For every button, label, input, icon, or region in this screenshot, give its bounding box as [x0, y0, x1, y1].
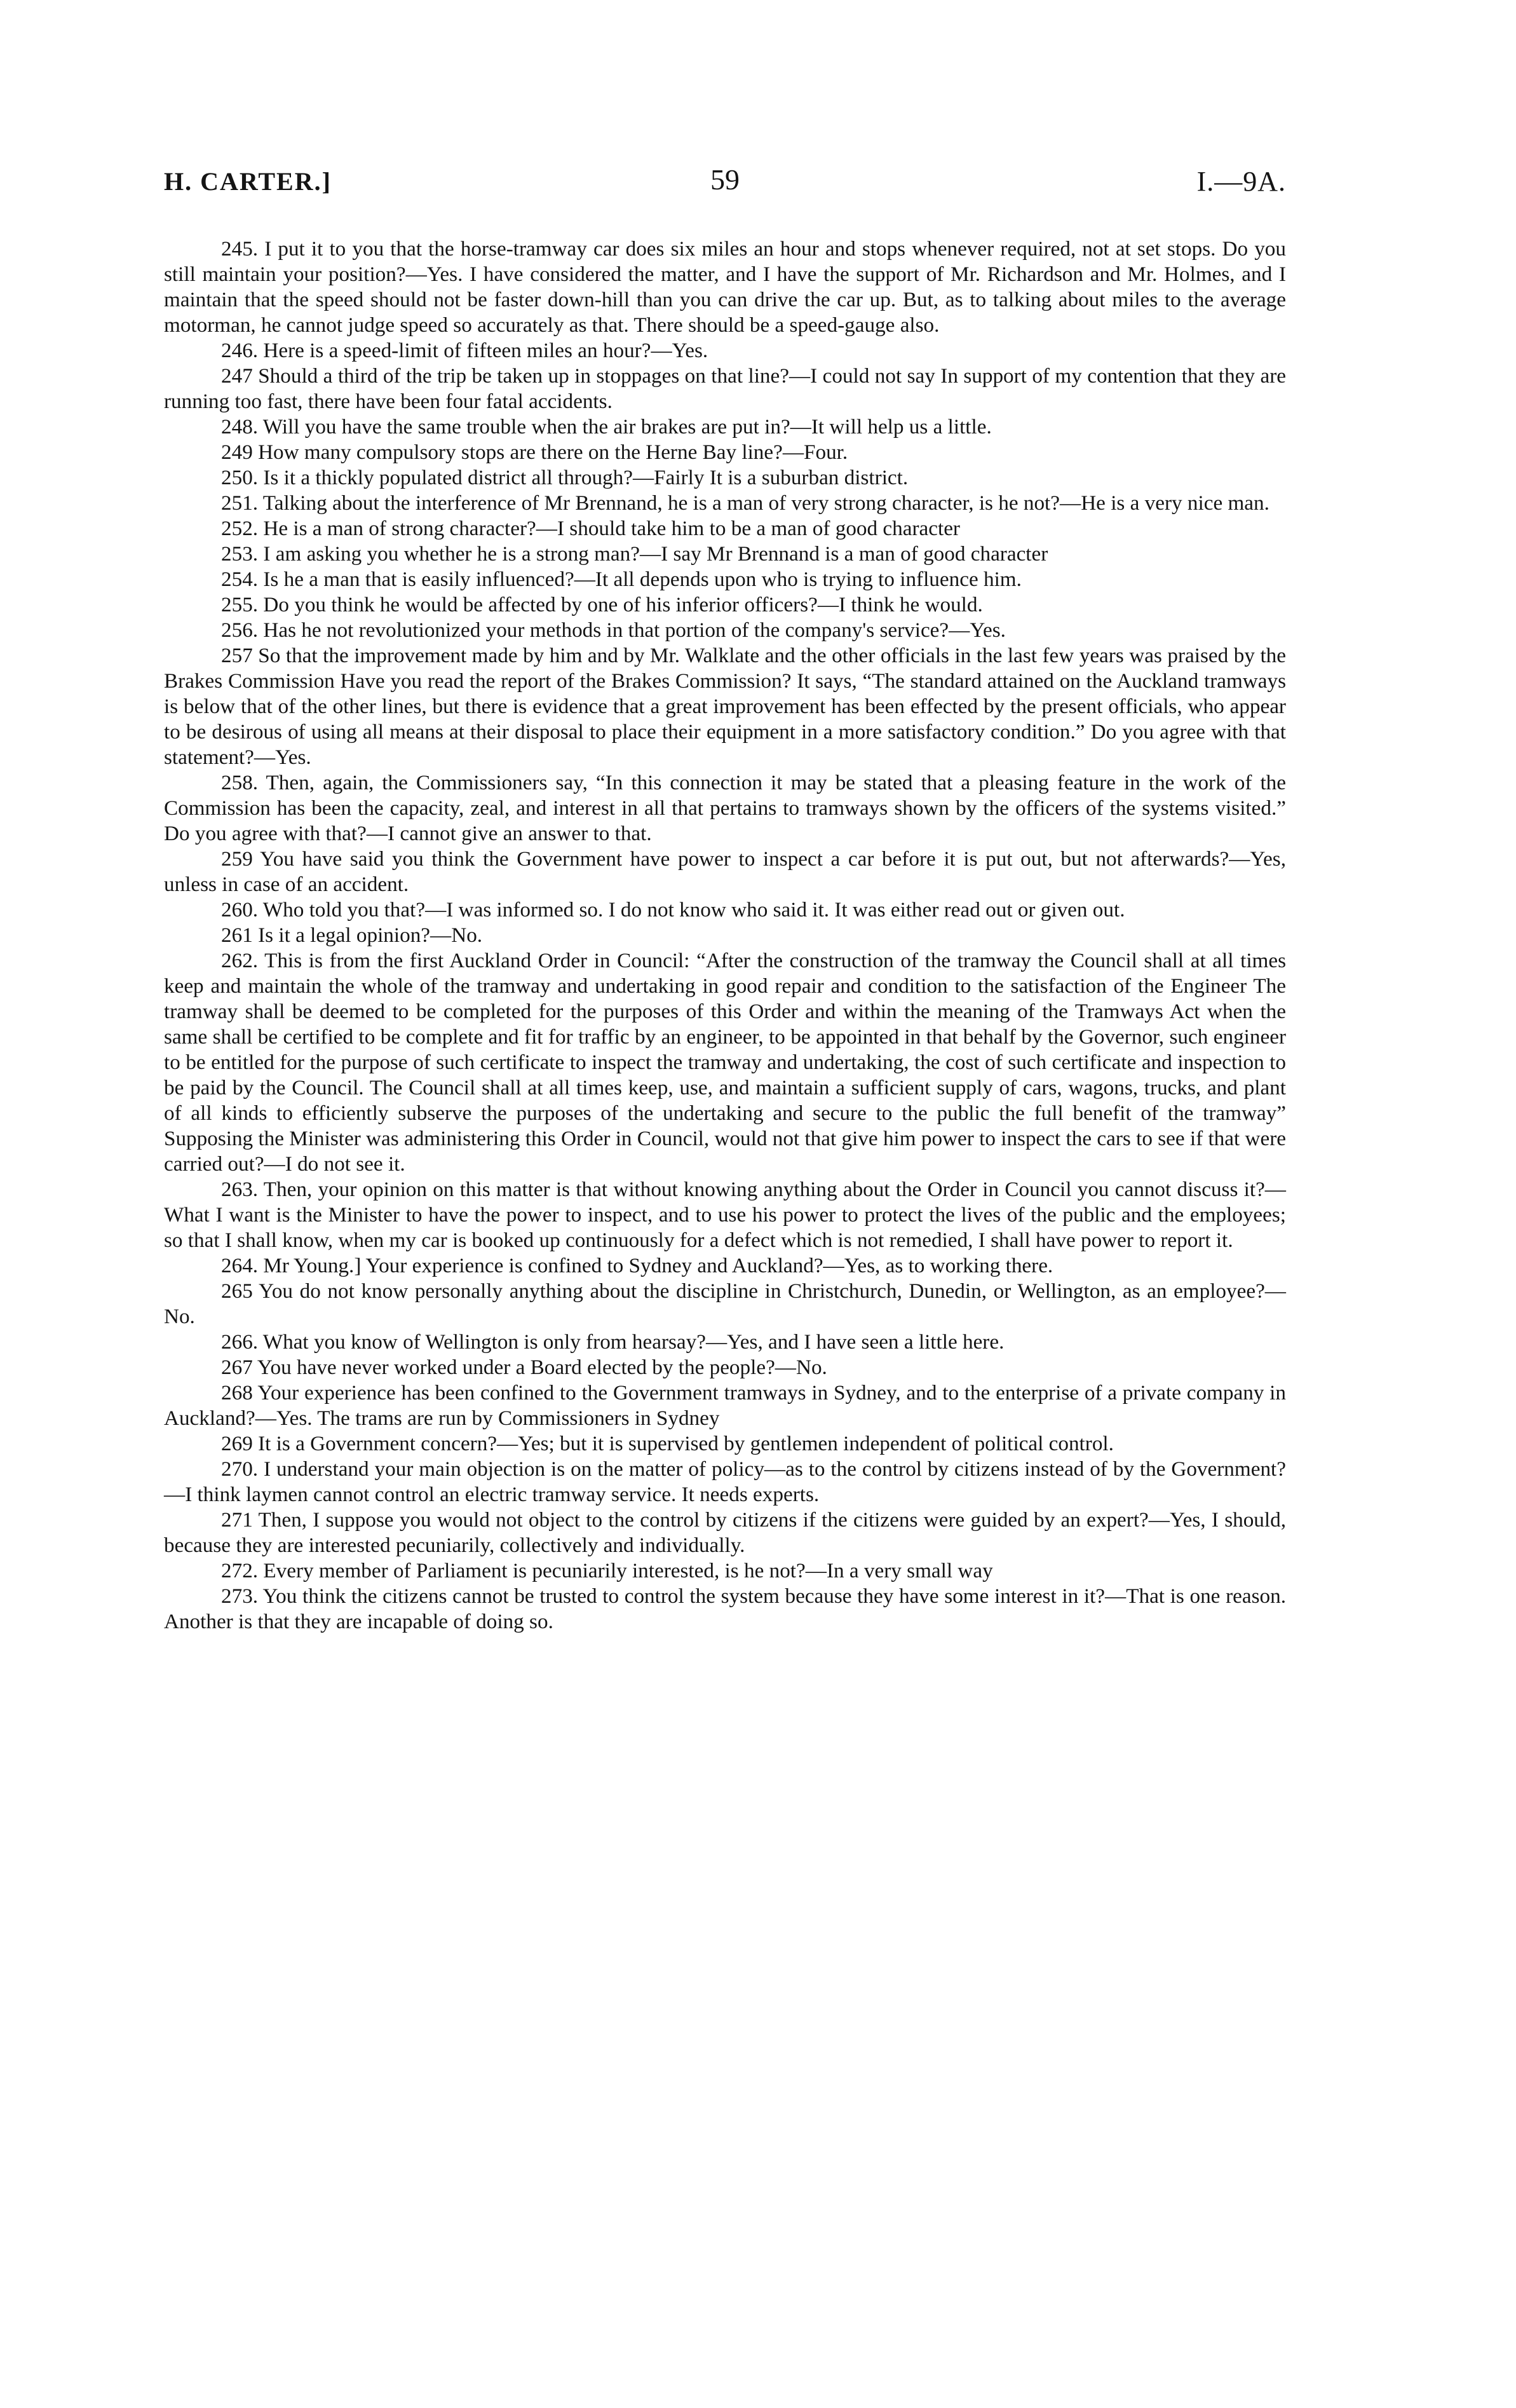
question-249: 249 How many compulsory stops are there on the Herne Bay line?—Four. — [221, 440, 848, 464]
question-266: 266. What you know of Wellington is only from hearsay?—Yes, and I have seen a little here. — [221, 1330, 1005, 1354]
question-257: 257 So that the improvement made by him and by Mr. Walklate and the other officials in the last few years was praised by the Brakes Commission Have you read the report of the Brakes Commission? It says, “The standard attained on the Auckland tramways is below that of the other lines, but there is evidence that a great improvement has been effected by the present officials, who appear to be desirous of using all means at their disposal to place their equipment in a more satisfactory condition.” Do you agree with that statement?—Yes. — [164, 644, 1286, 769]
question-254: 254. Is he a man that is easily influenced?—It all depends upon who is trying to influence him. — [221, 568, 1022, 591]
question-255: 255. Do you think he would be affected by one of his inferior officers?—I think he would. — [221, 593, 983, 616]
question-256: 256. Has he not revolutionized your methods in that portion of the company's service?—Yes. — [221, 618, 1006, 642]
question-262: 262. This is from the first Auckland Order in Council: “After the construction of the tramway the Council shall at all times keep and maintain the whole of the tramway and undertaking in good repair and condition to the satisfaction of the Engineer The tramway shall be deemed to be completed for the purposes of this Order and within the meaning of the Tramways Act when the same shall be certified to be complete and fit for traffic by an engineer, to be appointed in that behalf by the Governor, such engineer to be entitled for the purpose of such certificate to inspect the tramway and undertaking, the cost of such certificate and inspection to be paid by the Council. The Council shall at all times keep, use, and maintain a sufficient supply of cars, wagons, trucks, and plant of all kinds to efficiently subserve the purposes of the undertaking and secure to the public the full benefit of the tramway” Supposing the Minister was administering this Order in Council, would not that give him power to inspect the cars to see if that were carried out?—I do not see it. — [164, 949, 1286, 1176]
testimony-body — [164, 236, 1286, 1635]
question-248: 248. Will you have the same trouble when the air brakes are put in?—It will help us a little. — [221, 415, 992, 439]
question-259: 259 You have said you think the Government have power to inspect a car before it is put out, but not afterwards?—Yes, unless in case of an accident. — [164, 847, 1286, 896]
question-268: 268 Your experience has been confined to the Government tramways in Sydney, and to the enterprise of a private company in Auckland?—Yes. The trams are run by Commissioners in Sydney — [164, 1381, 1286, 1430]
document-reference: I.—9A. — [1196, 166, 1286, 197]
question-250: 250. Is it a thickly populated district all through?—Fairly It is a suburban district. — [221, 466, 909, 489]
question-270: 270. I understand your main objection is on the matter of policy—as to the control by citizens instead of by the Government?—I think laymen cannot control an electric tramway service. It needs experts. — [164, 1457, 1286, 1506]
question-261: 261 Is it a legal opinion?—No. — [221, 923, 483, 947]
witness-name: H. CARTER.] — [164, 167, 332, 196]
question-269: 269 It is a Government concern?—Yes; but it is supervised by gentlemen independent of political control. — [221, 1432, 1114, 1455]
question-260: 260. Who told you that?—I was informed so. I do not know who said it. It was either read out or given out. — [221, 898, 1125, 922]
question-253: 253. I am asking you whether he is a strong man?—I say Mr Brennand is a man of good character — [221, 542, 1048, 566]
question-252: 252. He is a man of strong character?—I should take him to be a man of good character — [221, 517, 960, 540]
question-271: 271 Then, I suppose you would not object to the control by citizens if the citizens were guided by an expert?—Yes, I should, because they are interested pecuniarily, collectively and individually. — [164, 1508, 1286, 1557]
page-number: 59 — [710, 163, 740, 196]
question-273: 273. You think the citizens cannot be trusted to control the system because they have some interest in it?—That is one reason. Another is that they are incapable of doing so. — [164, 1584, 1286, 1633]
page-header — [164, 163, 1286, 207]
question-247: 247 Should a third of the trip be taken up in stoppages on that line?—I could not say In support of my contention that they are running too fast, there have been four fatal accidents. — [164, 364, 1286, 413]
question-245: 245. I put it to you that the horse-tramway car does six miles an hour and stops whenever required, not at set stops. Do you still maintain your position?—Yes. I have considered the matter, and I have the support of Mr. Richardson and Mr. Holmes, and I maintain that the speed should not be faster down-hill than you can drive the car up. But, as to talking about miles to the average motorman, he cannot judge speed so accurately as that. There should be a speed-gauge also. — [164, 237, 1286, 337]
question-267: 267 You have never worked under a Board elected by the people?—No. — [221, 1356, 827, 1379]
question-258: 258. Then, again, the Commissioners say, “In this connection it may be stated that a pleasing feature in the work of the Commission has been the capacity, zeal, and interest in all that pertains to tramways shown by the officers of the systems visited.” Do you agree with that?—I cannot give an answer to that. — [164, 771, 1286, 845]
question-251: 251. Talking about the interference of Mr Brennand, he is a man of very strong character, is he not?—He is a very nice man. — [221, 491, 1269, 515]
question-246: 246. Here is a speed-limit of fifteen miles an hour?—Yes. — [221, 339, 708, 362]
question-272: 272. Every member of Parliament is pecuniarily interested, is he not?—In a very small way — [221, 1559, 993, 1582]
question-264: 264. Mr Young.] Your experience is confined to Sydney and Auckland?—Yes, as to working there. — [221, 1254, 1053, 1277]
question-265: 265 You do not know personally anything about the discipline in Christchurch, Dunedin, or Wellington, as an employee?—No. — [164, 1279, 1286, 1328]
question-263: 263. Then, your opinion on this matter is that without knowing anything about the Order in Council you cannot discuss it?—What I want is the Minister to have the power to inspect, and to use his power to protect the lives of the public and the employees; so that I shall know, when my car is booked up continuously for a defect which is not remedied, I shall have power to report it. — [164, 1178, 1286, 1252]
